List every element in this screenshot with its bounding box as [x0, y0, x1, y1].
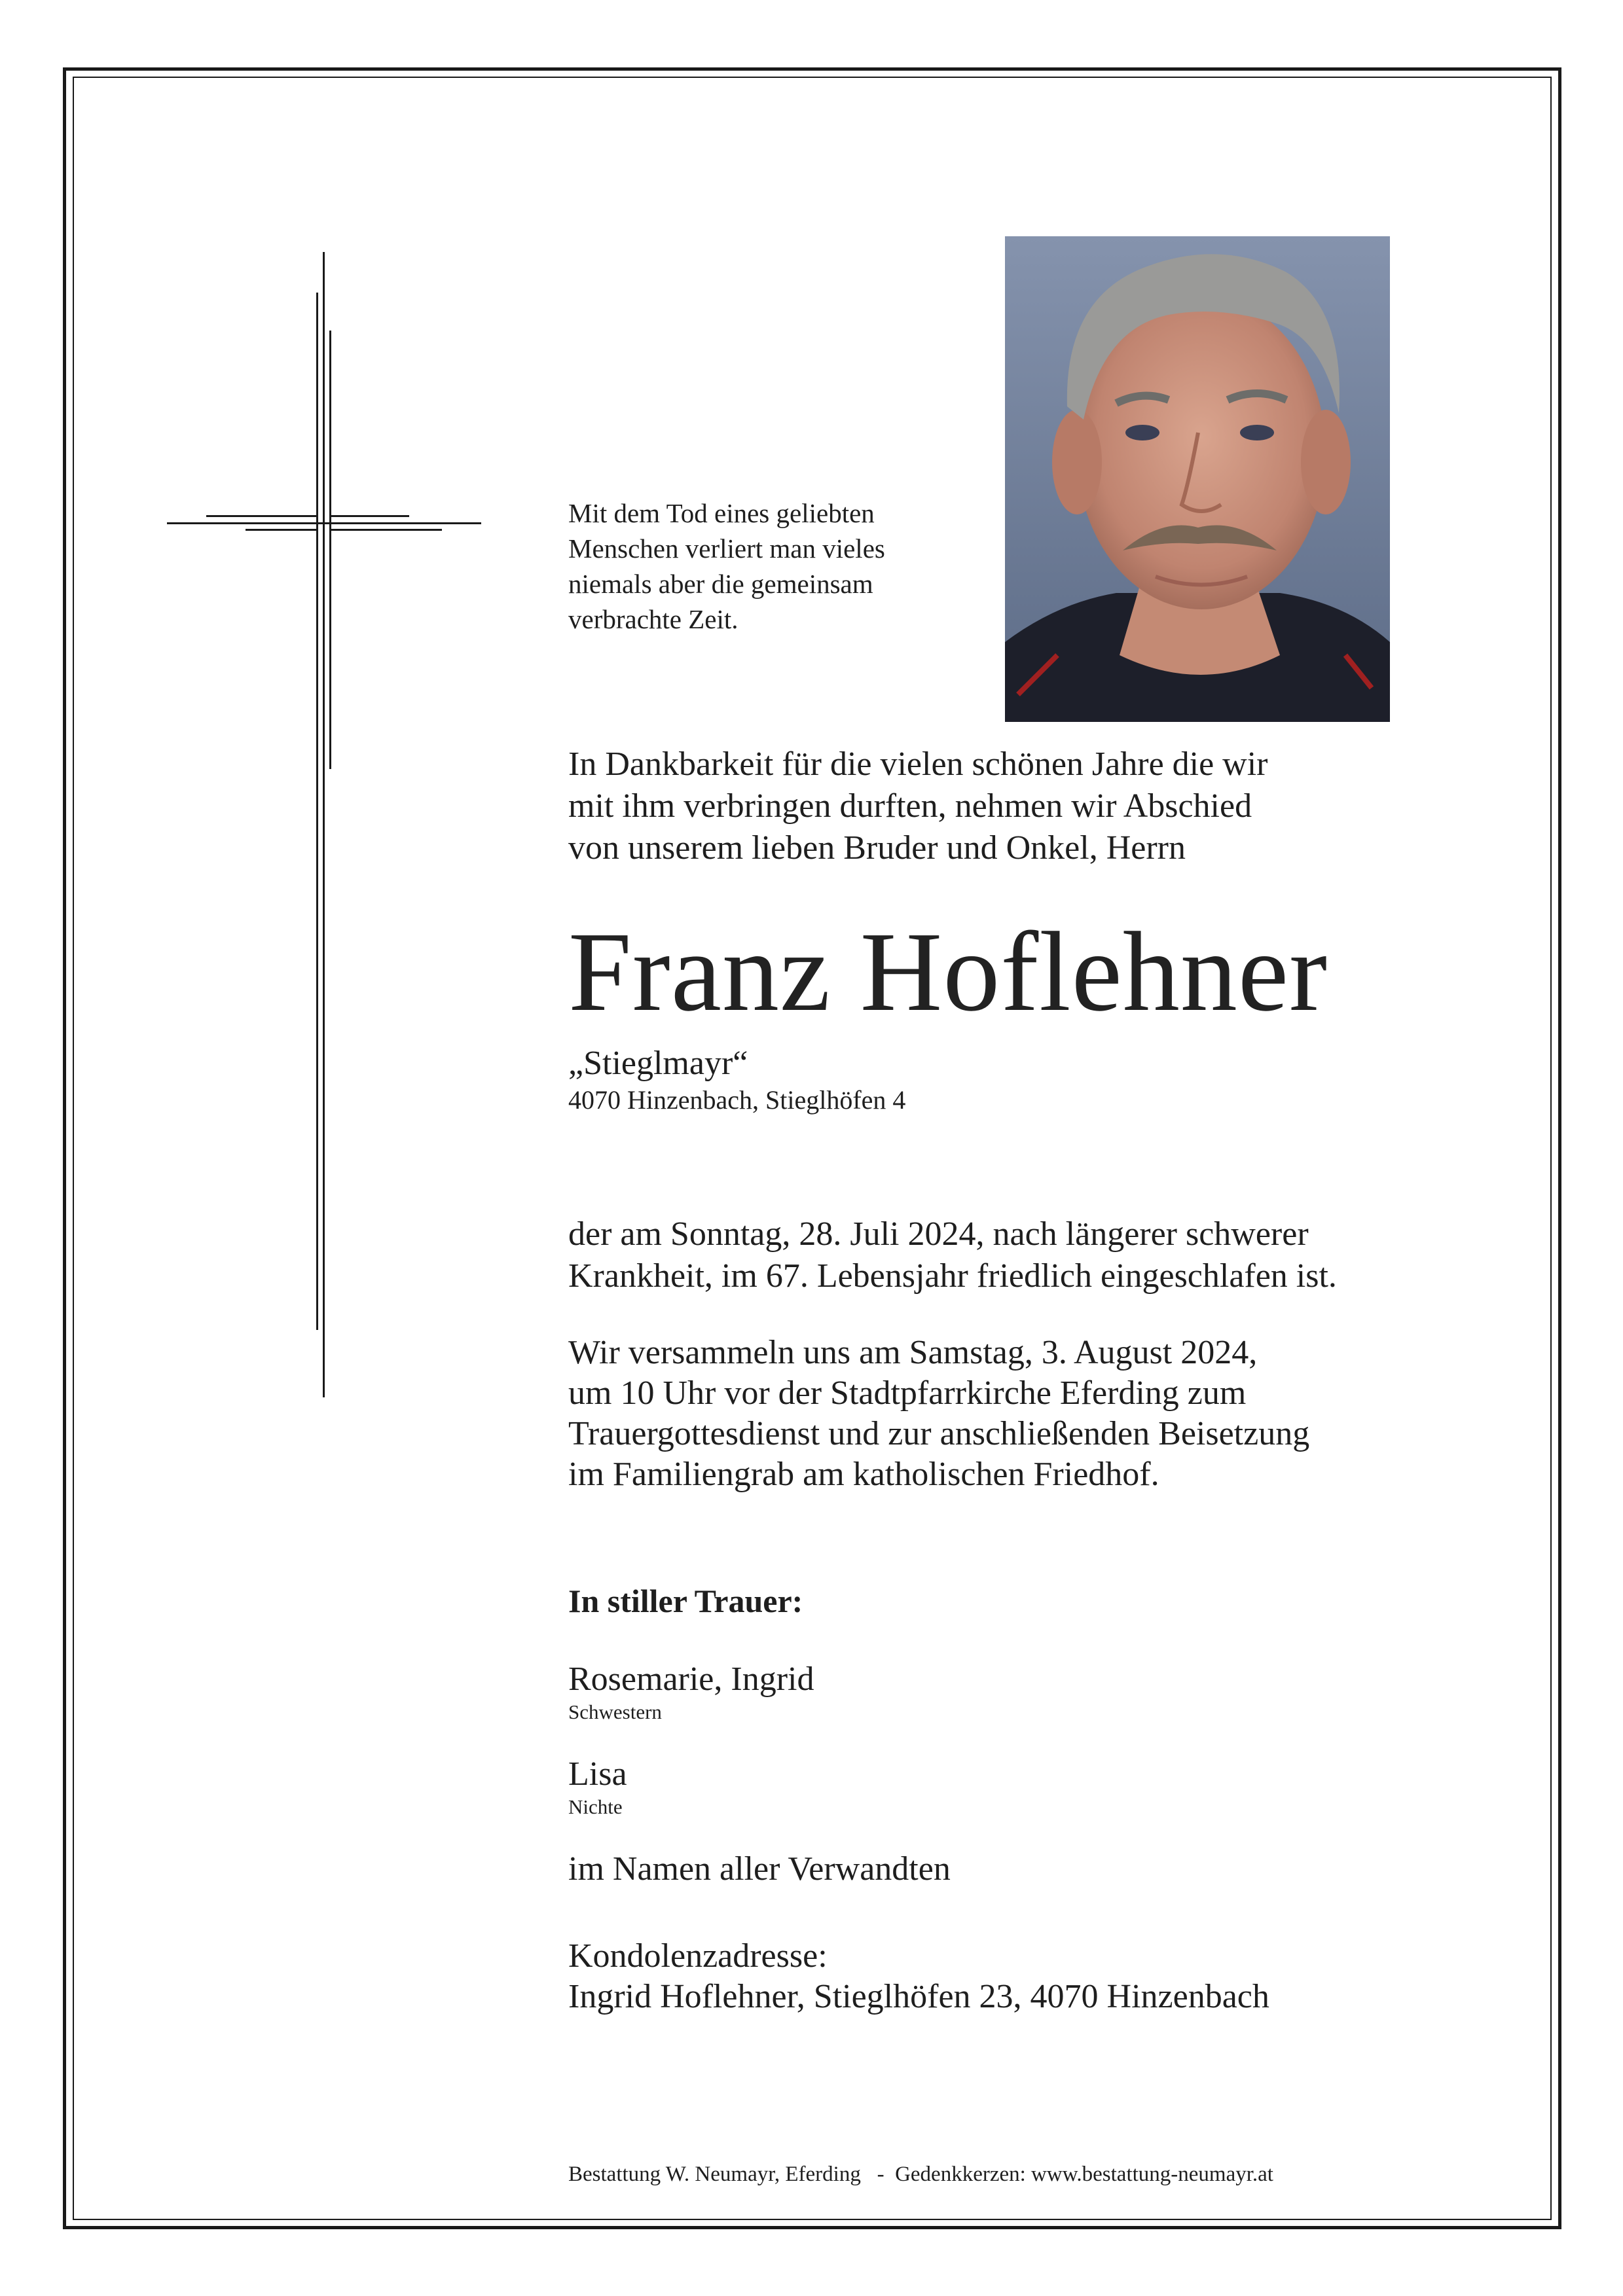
condolence-label: Kondolenzadresse: [568, 1937, 828, 1975]
cross-icon [167, 252, 481, 1397]
mourner-relation: Nichte [568, 1795, 623, 1818]
deceased-address: 4070 Hinzenbach, Stieglhöfen 4 [568, 1085, 906, 1115]
condolence-address: Ingrid Hoflehner, Stieglhöfen 23, 4070 Hinzenbach [568, 1978, 1269, 2015]
portrait-photo [1005, 236, 1390, 722]
death-notice-paragraph: der am Sonntag, 28. Juli 2024, nach längerer schwerer Krankheit, im 67. Lebensjahr friedlich eingeschlafen ist. [568, 1215, 1337, 1295]
mourner-relation: Schwestern [568, 1700, 662, 1723]
family-line: im Namen aller Verwandten [568, 1850, 951, 1888]
deceased-nickname: „Stieglmayr“ [568, 1045, 748, 1082]
memorial-quote: Mit dem Tod eines geliebten Menschen verliert man vieles niemals aber die gemeinsam verbrachte Zeit. [568, 498, 885, 634]
intro-paragraph: In Dankbarkeit für die vielen schönen Jahre die wir mit ihm verbringen durften, nehmen wir Abschied von unserem lieben Bruder und Onkel, Herrn [568, 745, 1268, 867]
mourning-heading: In stiller Trauer: [568, 1583, 803, 1619]
mourner-names: Rosemarie, Ingrid [568, 1660, 814, 1698]
funeral-service-paragraph: Wir versammeln uns am Samstag, 3. August 2024, um 10 Uhr vor der Stadtpfarrkirche Eferding zum Trauergottesdienst und zur anschließenden Beisetzung im Familiengrab am katholischen Friedhof. [568, 1334, 1310, 1493]
footer-credit: Bestattung W. Neumayr, Eferding - Gedenkkerzen: www.bestattung-neumayr.at [568, 2162, 1273, 2186]
mourner-names: Lisa [568, 1755, 627, 1793]
deceased-name: Franz Hoflehner [568, 908, 1328, 1035]
